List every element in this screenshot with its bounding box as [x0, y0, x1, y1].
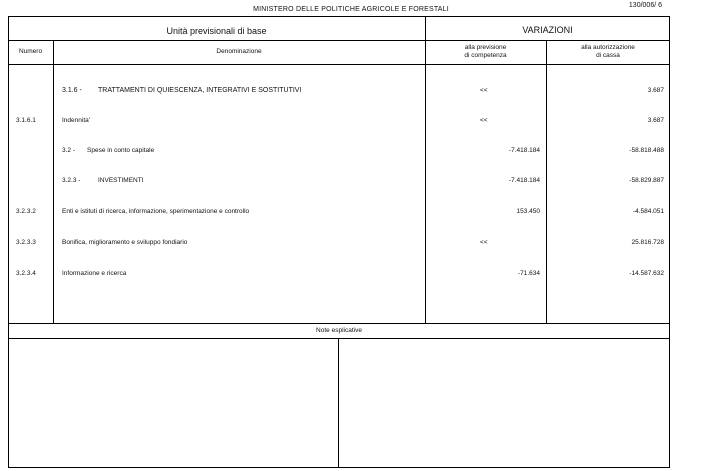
col-header-competenza-line1: alla previsione	[464, 44, 507, 51]
row-competenza: -7.418.184	[508, 147, 540, 154]
col-header-competenza-line2: di competenza	[464, 52, 507, 59]
row-cassa: 3.687	[647, 87, 664, 94]
section-left-title: Unità previsionali di base	[166, 26, 267, 36]
col-divider-numero	[53, 40, 54, 324]
section-header-divider	[8, 40, 670, 41]
row-numero: 3.1.6.1	[16, 117, 36, 124]
row-denominazione: Spese in conto capitale	[87, 147, 155, 154]
row-code: 3.2 -	[62, 147, 76, 154]
row-numero: 3.2.3.3	[16, 239, 36, 246]
row-numero: 3.2.3.2	[16, 208, 36, 215]
row-denominazione: INVESTIMENTI	[98, 177, 144, 184]
notes-divider-top	[8, 323, 670, 324]
row-competenza: <<	[480, 117, 488, 124]
row-cassa: 25.816.728	[631, 239, 664, 246]
notes-box-left	[9, 339, 338, 467]
row-competenza: <<	[480, 239, 488, 246]
col-divider-variazioni	[425, 16, 426, 324]
notes-title: Note esplicative	[316, 327, 362, 334]
col-header-cassa-line2: di cassa	[596, 52, 620, 59]
col-header-competenza	[425, 44, 546, 60]
row-cassa: -14.587.632	[629, 270, 664, 277]
row-cassa: 3.687	[647, 117, 664, 124]
row-denominazione: Enti e istituti di ricerca, informazione, sperimentazione e controllo	[62, 208, 250, 215]
col-header-numero: Numero	[18, 48, 43, 55]
row-code: 3.2.3 -	[62, 177, 81, 184]
page-code: 130/006/ 6	[628, 2, 662, 9]
row-competenza: -7.418.184	[508, 177, 540, 184]
notes-box-right	[339, 339, 669, 467]
row-denominazione: Informazione e ricerca	[62, 270, 127, 277]
row-competenza: -71.634	[517, 270, 540, 277]
section-right-title: VARIAZIONI	[522, 25, 573, 35]
row-code: 3.1.6 -	[62, 87, 82, 94]
row-cassa: -4.584.051	[632, 208, 664, 215]
row-denominazione: TRATTAMENTI DI QUIESCENZA, INTEGRATIVI E SOSTITUTIVI	[98, 87, 302, 94]
row-denominazione: Bonifica, miglioramento e sviluppo fondiario	[62, 239, 188, 246]
row-competenza: 153.450	[516, 208, 540, 215]
row-numero: 3.2.3.4	[16, 270, 36, 277]
col-header-denominazione: Denominazione	[216, 48, 262, 55]
col-header-cassa-line1: alla autorizzazione	[581, 44, 635, 51]
column-header-divider	[8, 64, 670, 65]
row-cassa: -58.829.887	[629, 177, 664, 184]
row-cassa: -58.818.488	[629, 147, 664, 154]
row-competenza: <<	[480, 87, 488, 94]
ministry-header: MINISTERO DELLE POLITICHE AGRICOLE E FORESTALI	[253, 6, 449, 13]
row-denominazione: Indennita'	[62, 117, 90, 124]
col-divider-cassa	[546, 40, 547, 324]
col-header-cassa	[546, 44, 670, 60]
